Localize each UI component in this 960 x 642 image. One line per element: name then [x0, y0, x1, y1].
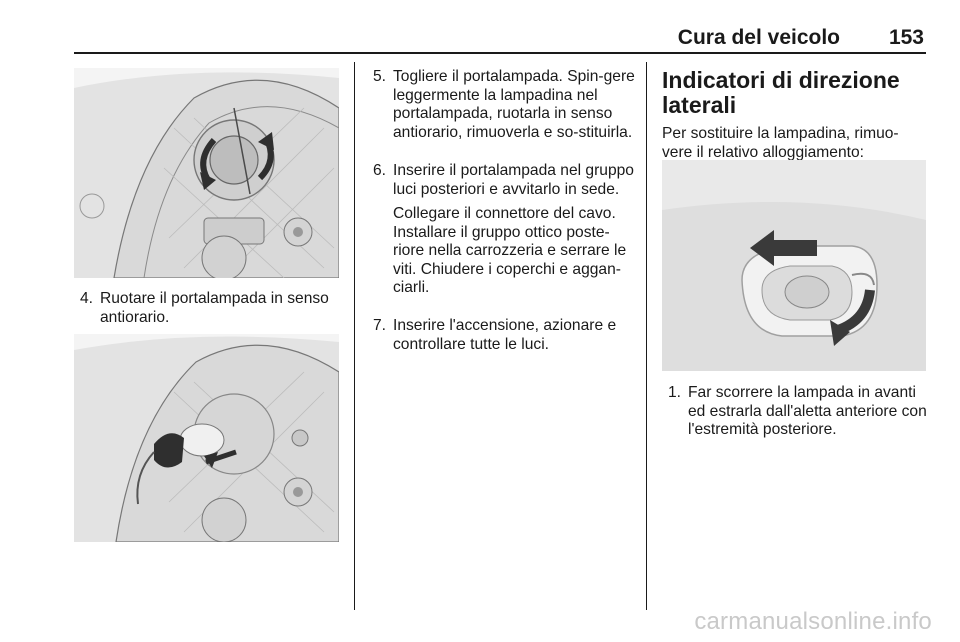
step-5-number: 5. — [373, 68, 387, 85]
tail-lamp-rotate-illustration — [74, 68, 339, 278]
step-7-text: Inserire l'accensione, azionare e controllare tutte le luci. — [393, 317, 617, 353]
header-rule — [74, 52, 926, 54]
step-6-text-continued: Collegare il connettore del cavo. Installare il gruppo ottico poste-riore nella carrozzeria e serrare le viti. Chiudere i coperchi e aggan-ciarli. — [393, 205, 627, 296]
intro-text: Per sostituire la lampadina, rimuo-vere il relativo alloggiamento: — [662, 125, 899, 161]
column-divider-right — [646, 62, 647, 610]
watermark: carmanualsonline.info — [694, 608, 932, 635]
page-number: 153 — [888, 26, 924, 49]
step-6-text: Inserire il portalampada nel gruppo luci posteriori e avvitarlo in sede. — [393, 162, 634, 198]
step-1-number: 1. — [668, 384, 682, 401]
step-6-number: 6. — [373, 162, 387, 179]
side-indicator-illustration — [662, 160, 926, 371]
section-title: Indicatori di direzione laterali — [662, 67, 900, 118]
step-6 — [373, 162, 635, 298]
header-title: Cura del veicolo — [677, 26, 840, 49]
step-7 — [373, 317, 635, 354]
bulb-holder-removal-illustration — [74, 334, 339, 542]
step-4-text: Ruotare il portalampada in senso antiorario. — [100, 290, 329, 326]
step-1 — [668, 384, 930, 440]
step-5-text: Togliere il portalampada. Spin-gere leggermente la lampadina nel portalampada, ruotarla in senso antiorario, rimuoverla e so-stituirla. — [393, 68, 635, 141]
step-7-number: 7. — [373, 317, 387, 334]
column-divider-left — [354, 62, 355, 610]
step-4 — [80, 290, 342, 327]
step-5 — [373, 68, 635, 142]
step-4-number: 4. — [80, 290, 94, 307]
step-1-text: Far scorrere la lampada in avanti ed estrarla dall'aletta anteriore con l'estremità posteriore. — [688, 384, 927, 438]
